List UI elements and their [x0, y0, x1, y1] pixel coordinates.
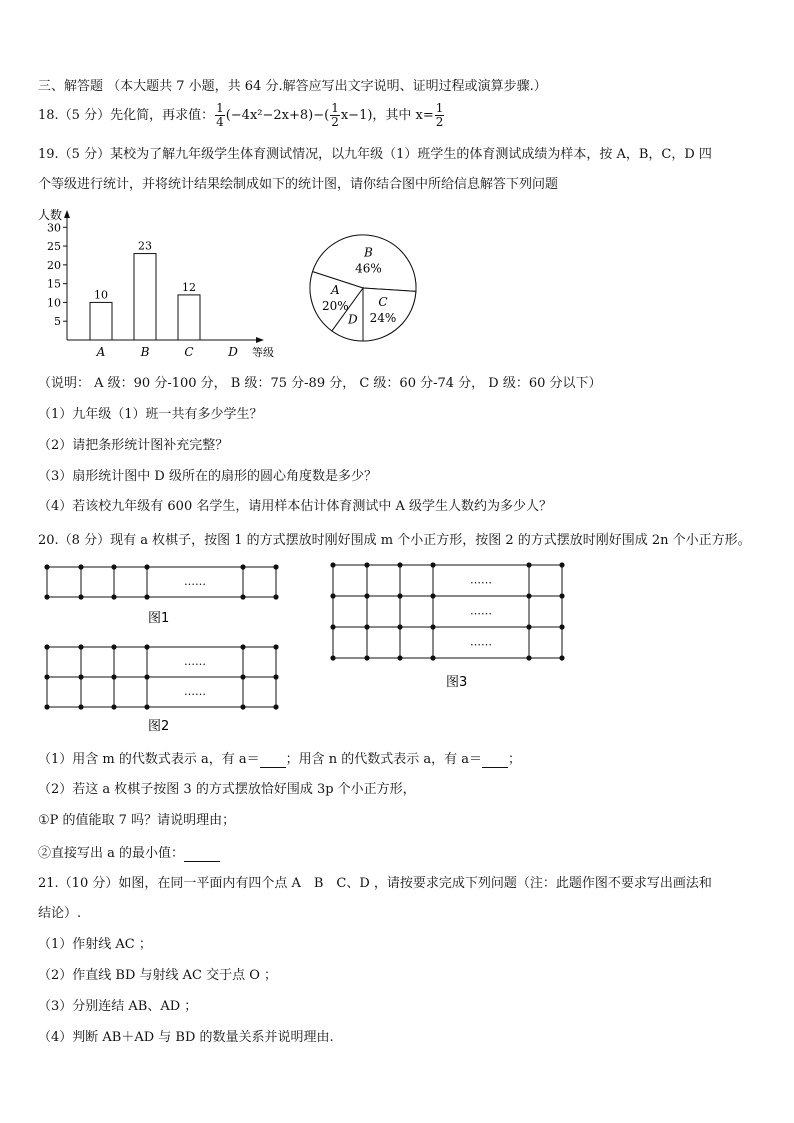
q18-fraction-1: $\frac{1}{4}$ — [216, 101, 224, 129]
bar-A — [90, 302, 112, 340]
q20-line-1: 20.（8 分）现有 a 枚棋子，按图 1 的方式摆放时刚好围成 m 个小正方形，按图 2 的方式摆放时刚好围成 2n 个小正方形。 — [38, 533, 751, 548]
chess-piece-dot — [240, 704, 245, 709]
q20-sub1-text-b: ；用含 n 的代数式表示 a，有 a＝ — [285, 752, 483, 767]
chess-piece-dot — [144, 564, 149, 569]
chess-piece-dot — [44, 564, 49, 569]
chess-piece-dot — [330, 655, 335, 660]
q21-sub-3: （3）分别连结 AB、AD ； — [38, 999, 198, 1014]
y-tick-label: 5 — [54, 315, 61, 329]
answer-blank-2[interactable] — [482, 751, 508, 768]
chess-piece-dot — [430, 624, 435, 629]
chess-piece-dot — [273, 564, 278, 569]
bar-chart-x-arrow — [256, 337, 264, 343]
q20-sub2ii-text: ②直接写出 a 的最小值： — [38, 846, 185, 861]
chess-piece-dot — [273, 644, 278, 649]
pie-slice-label: B — [364, 245, 373, 260]
chess-piece-dot — [111, 674, 116, 679]
chess-piece-dot — [330, 624, 335, 629]
bar-C — [178, 295, 200, 340]
chess-piece-dot — [78, 564, 83, 569]
q21-sub-4: （4）判断 AB＋AD 与 BD 的数量关系并说明理由. — [38, 1030, 334, 1045]
q19-sub-2: （2）请把条形统计图补充完整？ — [38, 438, 229, 453]
y-tick-label: 20 — [47, 258, 61, 272]
q19-line-1: 19.（5 分）某校为了解九年级学生体育测试情况，以九年级（1）班学生的体育测试成绩为样本，按 A，B，C，D 四 — [38, 147, 712, 162]
ellipsis-dots: …… — [470, 573, 492, 587]
chess-piece-dot — [111, 594, 116, 599]
q18-fraction-3: $\frac{1}{2}$ — [435, 101, 444, 129]
y-tick-label: 10 — [47, 296, 61, 310]
chess-piece-dot — [364, 562, 369, 567]
chess-piece-dot — [111, 704, 116, 709]
q19-sub-3: （3）扇形统计图中 D 级所在的扇形的圆心角度数是多少？ — [38, 469, 377, 484]
chess-piece-dot — [44, 704, 49, 709]
ellipsis-dots: …… — [470, 635, 492, 649]
chess-piece-dot — [559, 593, 564, 598]
pie-slice-label: A — [330, 283, 340, 298]
figure-2 — [40, 640, 290, 740]
chess-piece-dot — [144, 594, 149, 599]
q19-line-2: 个等级进行统计，并将统计结果绘制成如下的统计图，请你结合图中所给信息解答下列问题 — [38, 177, 559, 192]
chess-piece-dot — [144, 644, 149, 649]
chess-piece-dot — [240, 674, 245, 679]
fig3-caption: 图3 — [446, 675, 468, 690]
chess-piece-dot — [78, 594, 83, 599]
q20-sub-2-i: ①P 的值能取 7 吗？请说明理由； — [38, 813, 236, 828]
chess-piece-dot — [559, 562, 564, 567]
answer-blank-1[interactable] — [260, 751, 286, 768]
y-tick-label: 30 — [47, 221, 61, 235]
ellipsis-dots: …… — [470, 604, 492, 618]
section-header: 三、解答题 （本大题共 7 小题，共 64 分.解答应写出文字说明、证明过程或演算步骤.） — [38, 79, 547, 94]
x-category-label: D — [228, 345, 238, 359]
q19-sub-1: （1）九年级（1）班一共有多少学生？ — [38, 407, 263, 422]
q20-sub1-text-c: ； — [508, 752, 522, 767]
chess-piece-dot — [397, 655, 402, 660]
chess-piece-dot — [273, 674, 278, 679]
bar-chart-y-arrow — [64, 210, 70, 218]
pie-slice-percent: 20% — [321, 299, 349, 314]
pie-slice-percent: 24% — [369, 311, 397, 326]
q18-expression-1: (−4x²−2x+8)−( — [225, 108, 330, 123]
chess-piece-dot — [240, 564, 245, 569]
q20-sub-2: （2）若这 a 枚棋子按图 3 的方式摆放恰好围成 3p 个小正方形， — [38, 782, 416, 797]
chess-piece-dot — [144, 674, 149, 679]
chess-piece-dot — [273, 704, 278, 709]
q18-prefix: 18.（5 分）先化简，再求值： — [38, 108, 215, 123]
chess-piece-dot — [430, 655, 435, 660]
chess-piece-dot — [430, 593, 435, 598]
chess-piece-dot — [111, 564, 116, 569]
bar-value-label: 12 — [182, 280, 196, 294]
chess-piece-dot — [397, 624, 402, 629]
pie-chart — [306, 233, 420, 343]
y-tick-label: 15 — [47, 277, 61, 291]
chess-piece-dot — [44, 644, 49, 649]
q21-line-1: 21.（10 分）如图，在同一平面内有四个点 A B C、D ，请按要求完成下列问题（注：此题作图不要求写出画法和 — [38, 876, 712, 891]
ellipsis-dots: …… — [184, 655, 206, 668]
pie-slice-percent: 46% — [355, 261, 382, 276]
pie-slice-label: C — [378, 295, 388, 310]
chess-piece-dot — [559, 624, 564, 629]
q19-note: （说明： A 级：90 分-100 分， B 级：75 分-89 分， C 级：60 分-74 分， D 级：60 分以下） — [38, 376, 602, 391]
chess-piece-dot — [526, 562, 531, 567]
q21-sub-2: （2）作直线 BD 与射线 AC 交于点 O ； — [38, 968, 278, 983]
chess-piece-dot — [364, 624, 369, 629]
chess-piece-dot — [144, 704, 149, 709]
q20-sub-1 — [38, 751, 521, 768]
q20-sub1-text-a: （1）用含 m 的代数式表示 a，有 a＝ — [38, 752, 260, 767]
pie-slice-label: D — [348, 312, 358, 327]
chess-piece-dot — [330, 562, 335, 567]
chess-piece-dot — [273, 594, 278, 599]
q18-expression-2: x−1)，其中 x= — [340, 108, 434, 123]
chess-piece-dot — [364, 655, 369, 660]
figure-3 — [326, 558, 576, 693]
chess-piece-dot — [78, 674, 83, 679]
fig1-caption: 图1 — [148, 611, 170, 626]
q21-line-2: 结论）. — [38, 906, 82, 921]
chess-piece-dot — [526, 624, 531, 629]
ellipsis-dots: …… — [184, 575, 206, 588]
y-tick-label: 25 — [47, 240, 61, 254]
q18-fraction-2: $\frac{1}{2}$ — [331, 101, 339, 129]
bar-chart — [36, 203, 286, 361]
chess-piece-dot — [526, 593, 531, 598]
x-category-label: B — [140, 345, 150, 359]
bar-chart-ylabel: 人数 — [38, 208, 63, 222]
x-category-label: C — [184, 345, 194, 359]
chess-piece-dot — [559, 655, 564, 660]
fig2-caption: 图2 — [148, 719, 170, 734]
chess-piece-dot — [397, 562, 402, 567]
question-18 — [38, 102, 445, 129]
chess-piece-dot — [44, 594, 49, 599]
q20-sub-2-ii — [38, 845, 220, 862]
q19-sub-4: （4）若该校九年级有 600 名学生，请用样本估计体育测试中 A 级学生人数约为多少人？ — [38, 499, 553, 514]
ellipsis-dots: …… — [184, 685, 206, 698]
chess-piece-dot — [364, 593, 369, 598]
bar-B — [134, 254, 156, 340]
bar-chart-xlabel: 等级 — [252, 346, 274, 359]
bar-value-label: 23 — [138, 239, 152, 253]
chess-piece-dot — [240, 644, 245, 649]
chess-piece-dot — [430, 562, 435, 567]
chess-piece-dot — [44, 674, 49, 679]
chess-piece-dot — [397, 593, 402, 598]
answer-blank-3[interactable] — [184, 845, 220, 862]
chess-piece-dot — [78, 704, 83, 709]
x-category-label: A — [96, 345, 106, 359]
chess-piece-dot — [240, 594, 245, 599]
chess-piece-dot — [78, 644, 83, 649]
chess-piece-dot — [111, 644, 116, 649]
figure-1 — [40, 560, 290, 630]
chess-piece-dot — [526, 655, 531, 660]
q21-sub-1: （1）作射线 AC ； — [38, 937, 152, 952]
chess-piece-dot — [330, 593, 335, 598]
bar-value-label: 10 — [94, 288, 108, 302]
